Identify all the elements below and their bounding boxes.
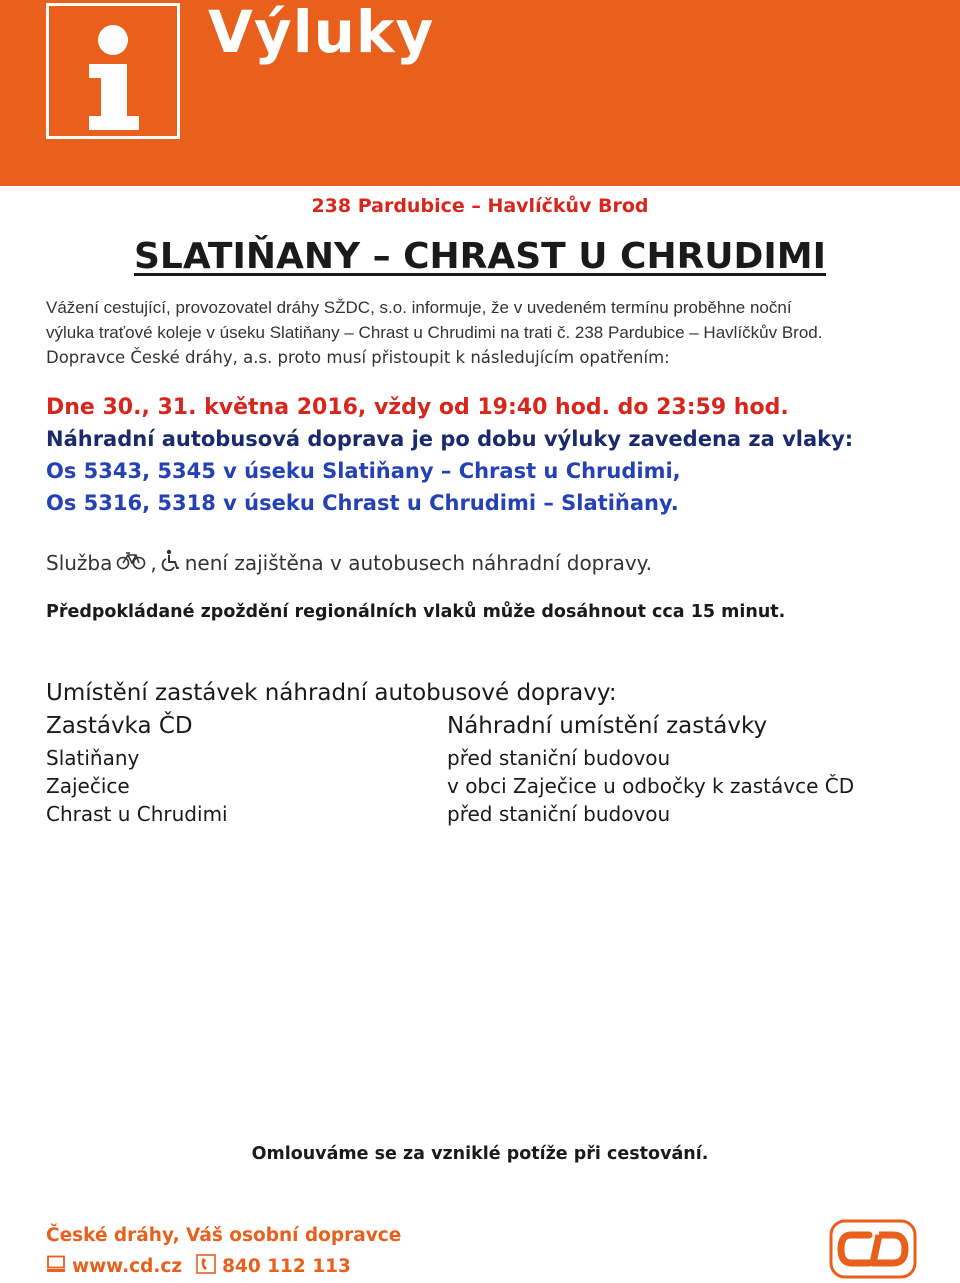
main-title: SLATIŇANY – CHRAST U CHRUDIMI [133,236,827,277]
date-line: Dne 30., 31. května 2016, vždy od 19:40 hod. do 23:59 hod. [46,395,789,420]
line-name: 238 Pardubice – Havlíčkův Brod [311,195,649,217]
stop-station: Slatiňany [46,746,140,770]
stop-location: v obci Zaječice u odbočky k zastávce ČD [447,774,855,798]
footer-contact [46,1254,351,1279]
header-banner [0,0,960,186]
bicycle-icon [116,550,146,575]
delay-note: Předpokládané zpoždění regionálních vlaků může dosáhnout cca 15 minut. [46,602,786,622]
phone-number[interactable]: 840 112 113 [222,1256,351,1277]
phone-icon [196,1254,216,1279]
intro-text [46,295,916,370]
service-prefix: Služba [46,550,113,575]
footer-brand: České dráhy, Váš osobní dopravce [46,1225,402,1246]
stop-station: Zaječice [46,774,130,798]
stop-location: před staniční budovou [447,746,671,770]
apology-note: Omlouváme se za vzniklé potíže při cestování. [251,1144,709,1164]
train-line-1: Os 5343, 5345 v úseku Slatiňany – Chrast u Chrudimi, [46,459,681,483]
website-link[interactable]: www.cd.cz [72,1256,183,1277]
column-header-station: Zastávka ČD [46,713,193,739]
computer-icon [46,1255,66,1278]
stops-heading: Umístění zastávek náhradní autobusové dopravy: [46,680,617,706]
stop-station: Chrast u Chrudimi [46,802,228,826]
replacement-line: Náhradní autobusová doprava je po dobu výluky zavedena za vlaky: [46,427,854,451]
stop-location: před staniční budovou [447,802,671,826]
intro-line-1: Vážení cestující, provozovatel dráhy SŽDC, s.o. informuje, že v uvedeném termínu proběhne noční [46,298,792,317]
cd-logo [829,1219,917,1279]
train-line-2: Os 5316, 5318 v úseku Chrast u Chrudimi – Slatiňany. [46,491,679,515]
wheelchair-icon [161,549,181,576]
page-title: Výluky [208,0,435,66]
info-icon [46,3,180,139]
service-suffix: není zajištěna v autobusech náhradní dopravy. [184,550,653,575]
column-header-location: Náhradní umístění zastávky [447,713,768,739]
service-note: Služba , není zajištěna v autobusech náhradní dopravy. [46,550,653,575]
intro-line-2: výluka traťové koleje v úseku Slatiňany – Chrast u Chrudimi na trati č. 238 Pardubice – Havlíčkův Brod. [46,323,823,342]
intro-line-3: Dopravce České dráhy, a.s. proto musí přistoupit k následujícím opatřením: [46,348,670,367]
